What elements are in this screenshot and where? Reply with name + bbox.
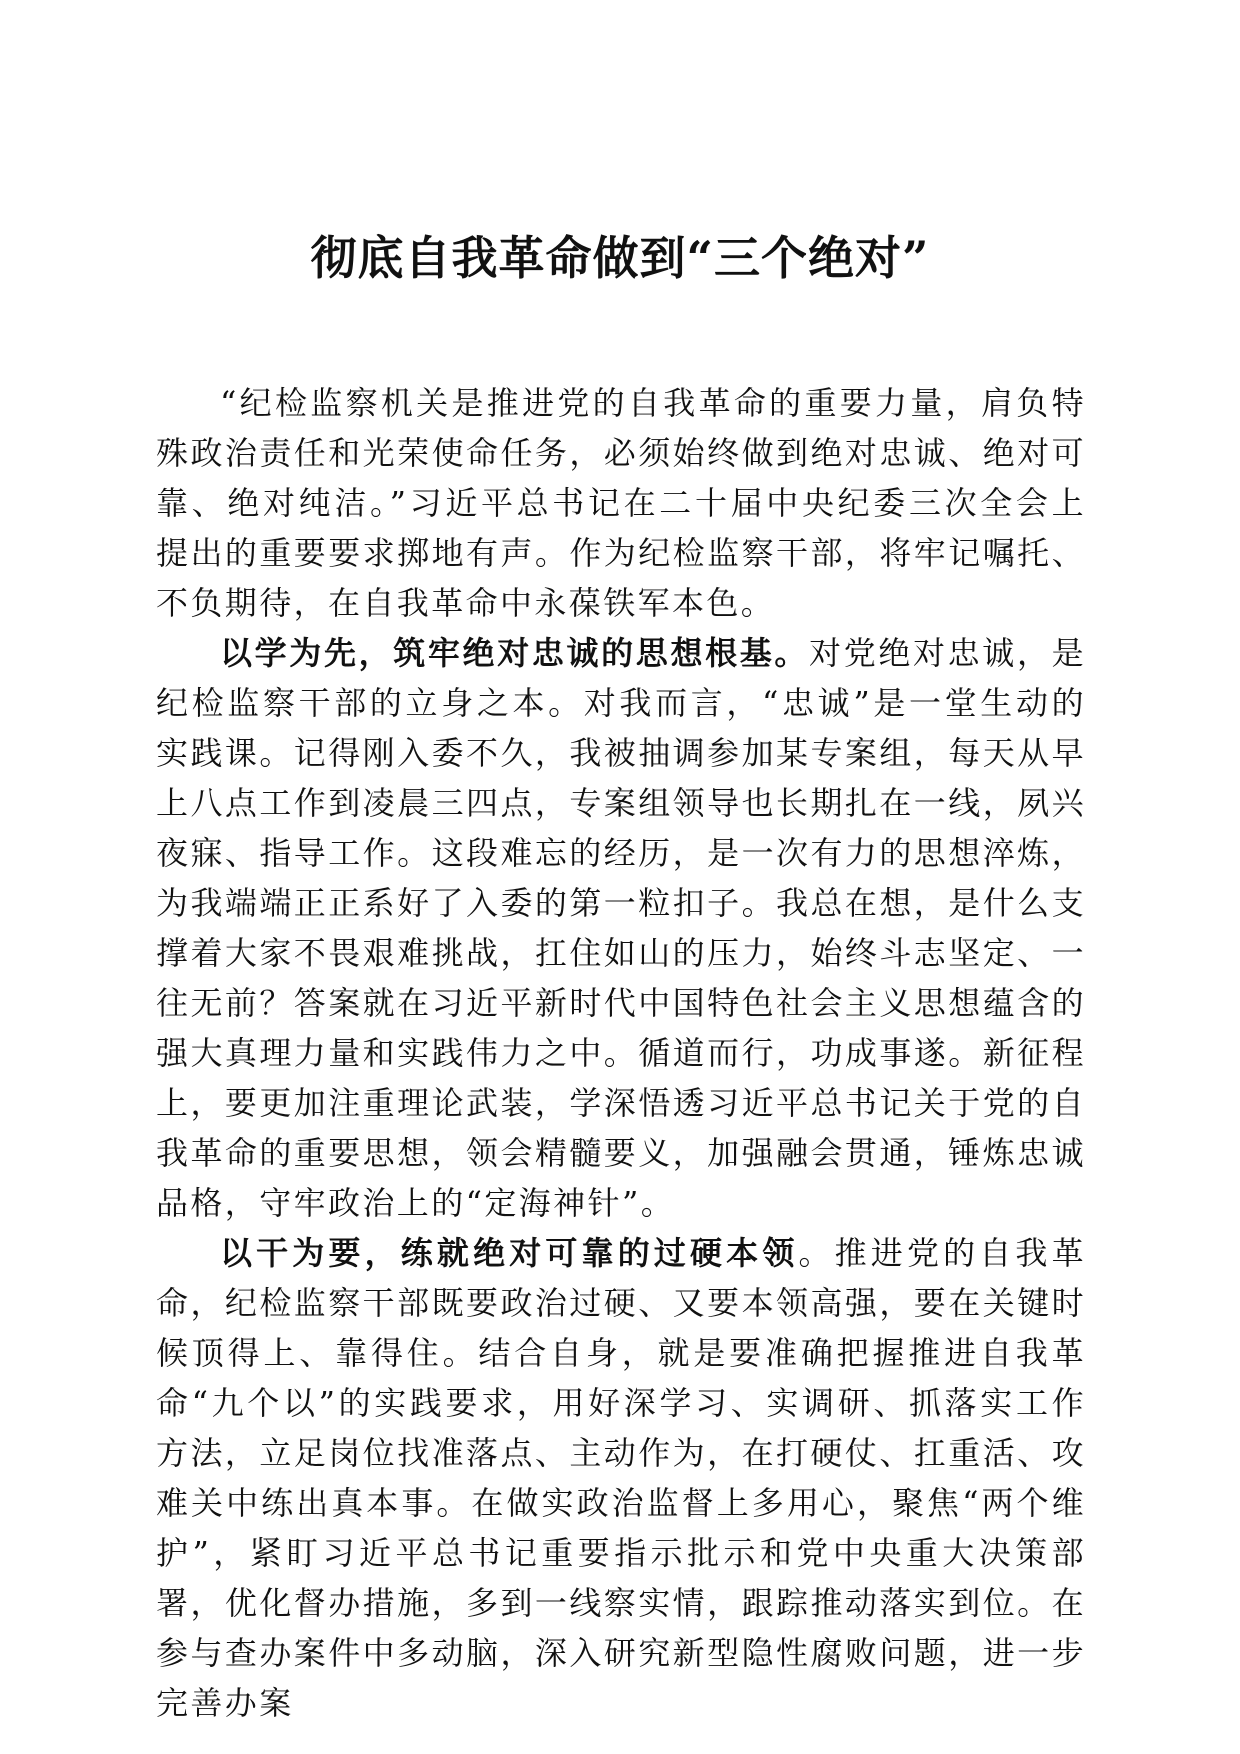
paragraph-loyalty: [156, 628, 1086, 1228]
paragraph-lead: 以学为先，筑牢绝对忠诚的思想根基。: [220, 634, 810, 672]
document-title: 彻底自我革命做到“三个绝对”: [310, 231, 930, 285]
paragraph-lead: 以干为要，练就绝对可靠的过硬本领: [220, 1234, 799, 1272]
document-body: [156, 378, 1086, 1728]
paragraph-text: “纪检监察机关是推进党的自我革命的重要力量，肩负特殊政治责任和光荣使命任务，必须始终做到绝对忠诚、绝对可靠、绝对纯洁。”习近平总书记在二十届中央纪委三次全会上提出的重要要求掷地有声。作为纪检监察干部，将牢记嘱托、不负期待，在自我革命中永葆铁军本色。: [156, 384, 1086, 622]
paragraph-text: 。推进党的自我革命，纪检监察干部既要政治过硬、又要本领高强，要在关键时候顶得上、靠得住。结合自身，就是要准确把握推进自我革命“九个以”的实践要求，用好深学习、实调研、抓落实工作方法，立足岗位找准落点、主动作为，在打硬仗、扛重活、攻难关中练出真本事。在做实政治监督上多用心，聚焦“两个维护”，紧盯习近平总书记重要指示批示和党中央重大决策部署，优化督办措施，多到一线察实情，跟踪推动落实到位。在参与查办案件中多动脑，深入研究新型隐性腐败问题，进一步完善办案: [156, 1234, 1086, 1722]
paragraph-reliability: [156, 1228, 1086, 1728]
paragraph-text: 对党绝对忠诚，是纪检监察干部的立身之本。对我而言，“忠诚”是一堂生动的实践课。记得刚入委不久，我被抽调参加某专案组，每天从早上八点工作到凌晨三四点，专案组领导也长期扎在一线，夙兴夜寐、指导工作。这段难忘的经历，是一次有力的思想淬炼，为我端端正正系好了入委的第一粒扣子。我总在想，是什么支撑着大家不畏艰难挑战，扛住如山的压力，始终斗志坚定、一往无前？答案就在习近平新时代中国特色社会主义思想蕴含的强大真理力量和实践伟力之中。循道而行，功成事遂。新征程上，要更加注重理论武装，学深悟透习近平总书记关于党的自我革命的重要思想，领会精髓要义，加强融会贯通，锤炼忠诚品格，守牢政治上的“定海神针”。: [156, 634, 1086, 1222]
paragraph-intro: [156, 378, 1086, 628]
